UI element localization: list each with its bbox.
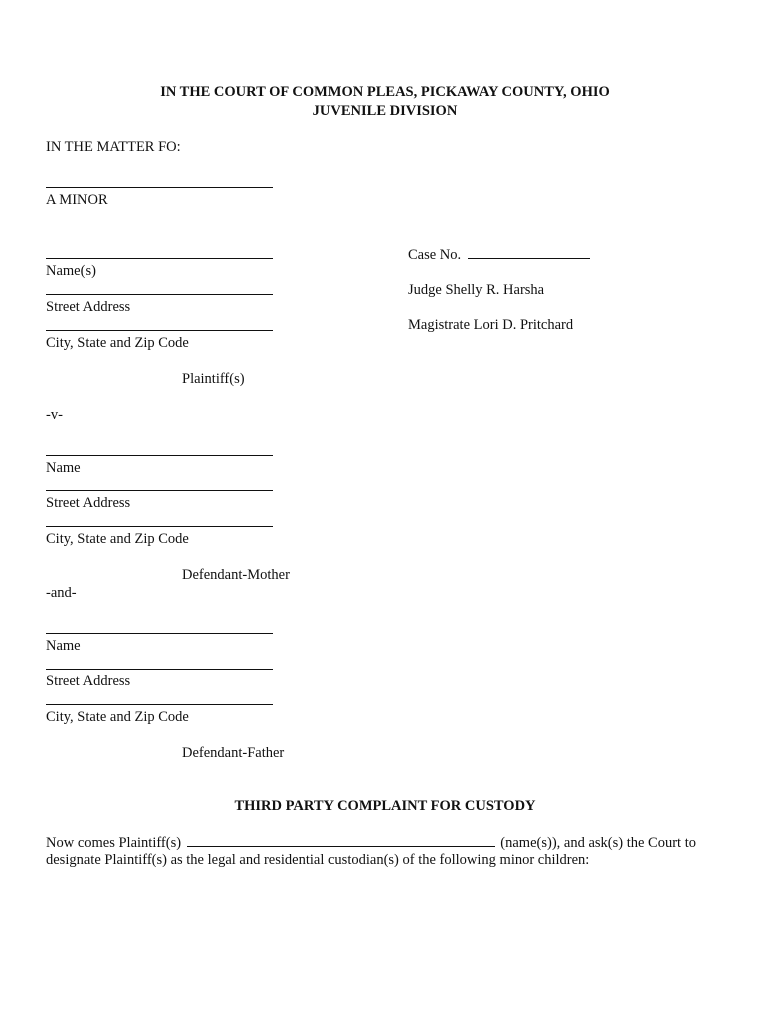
mother-street-label: Street Address: [46, 495, 131, 511]
plaintiff-city-label: City, State and Zip Code: [46, 335, 189, 351]
magistrate-name: Magistrate Lori D. Pritchard: [408, 317, 574, 333]
plaintiff-name-line[interactable]: [46, 258, 273, 259]
mother-street-line[interactable]: [46, 490, 273, 491]
father-name-label: Name: [46, 638, 81, 654]
plaintiff-city-line[interactable]: [46, 330, 273, 331]
matter-label: IN THE MATTER FO:: [46, 139, 181, 155]
complaint-line-2: designate Plaintiff(s) as the legal and residential custodian(s) of the following minor children:: [46, 852, 590, 868]
complaint-line-1-end: (name(s)), and ask(s) the Court to: [500, 835, 696, 851]
complaint-line-1-start: Now comes Plaintiff(s): [46, 835, 182, 851]
complaint-line-1: [46, 833, 696, 852]
mother-name-label: Name: [46, 460, 81, 476]
plaintiff-street-line[interactable]: [46, 294, 273, 295]
versus-label: -v-: [46, 407, 63, 423]
father-street-line[interactable]: [46, 669, 273, 670]
case-number-line[interactable]: [468, 245, 590, 259]
and-label: -and-: [46, 585, 77, 601]
father-role: Defendant-Father: [182, 745, 285, 761]
plaintiff-role: Plaintiff(s): [182, 371, 245, 387]
mother-role: Defendant-Mother: [182, 567, 290, 583]
mother-name-line[interactable]: [46, 455, 273, 456]
division-title: JUVENILE DIVISION: [312, 103, 458, 119]
judge-name: Judge Shelly R. Harsha: [408, 282, 545, 298]
father-name-line[interactable]: [46, 633, 273, 634]
case-number-label: Case No.: [408, 247, 462, 263]
minor-label: A MINOR: [46, 192, 108, 208]
mother-city-label: City, State and Zip Code: [46, 531, 189, 547]
court-title: IN THE COURT OF COMMON PLEAS, PICKAWAY COUNTY, OHIO: [160, 84, 610, 100]
plaintiff-name-label: Name(s): [46, 263, 96, 279]
mother-city-line[interactable]: [46, 526, 273, 527]
plaintiff-street-label: Street Address: [46, 299, 131, 315]
father-city-label: City, State and Zip Code: [46, 709, 189, 725]
father-city-line[interactable]: [46, 704, 273, 705]
plaintiff-names-blank[interactable]: [187, 833, 495, 847]
complaint-title: THIRD PARTY COMPLAINT FOR CUSTODY: [234, 798, 536, 814]
case-number: [408, 245, 590, 264]
minor-name-line[interactable]: [46, 187, 273, 188]
father-street-label: Street Address: [46, 673, 131, 689]
